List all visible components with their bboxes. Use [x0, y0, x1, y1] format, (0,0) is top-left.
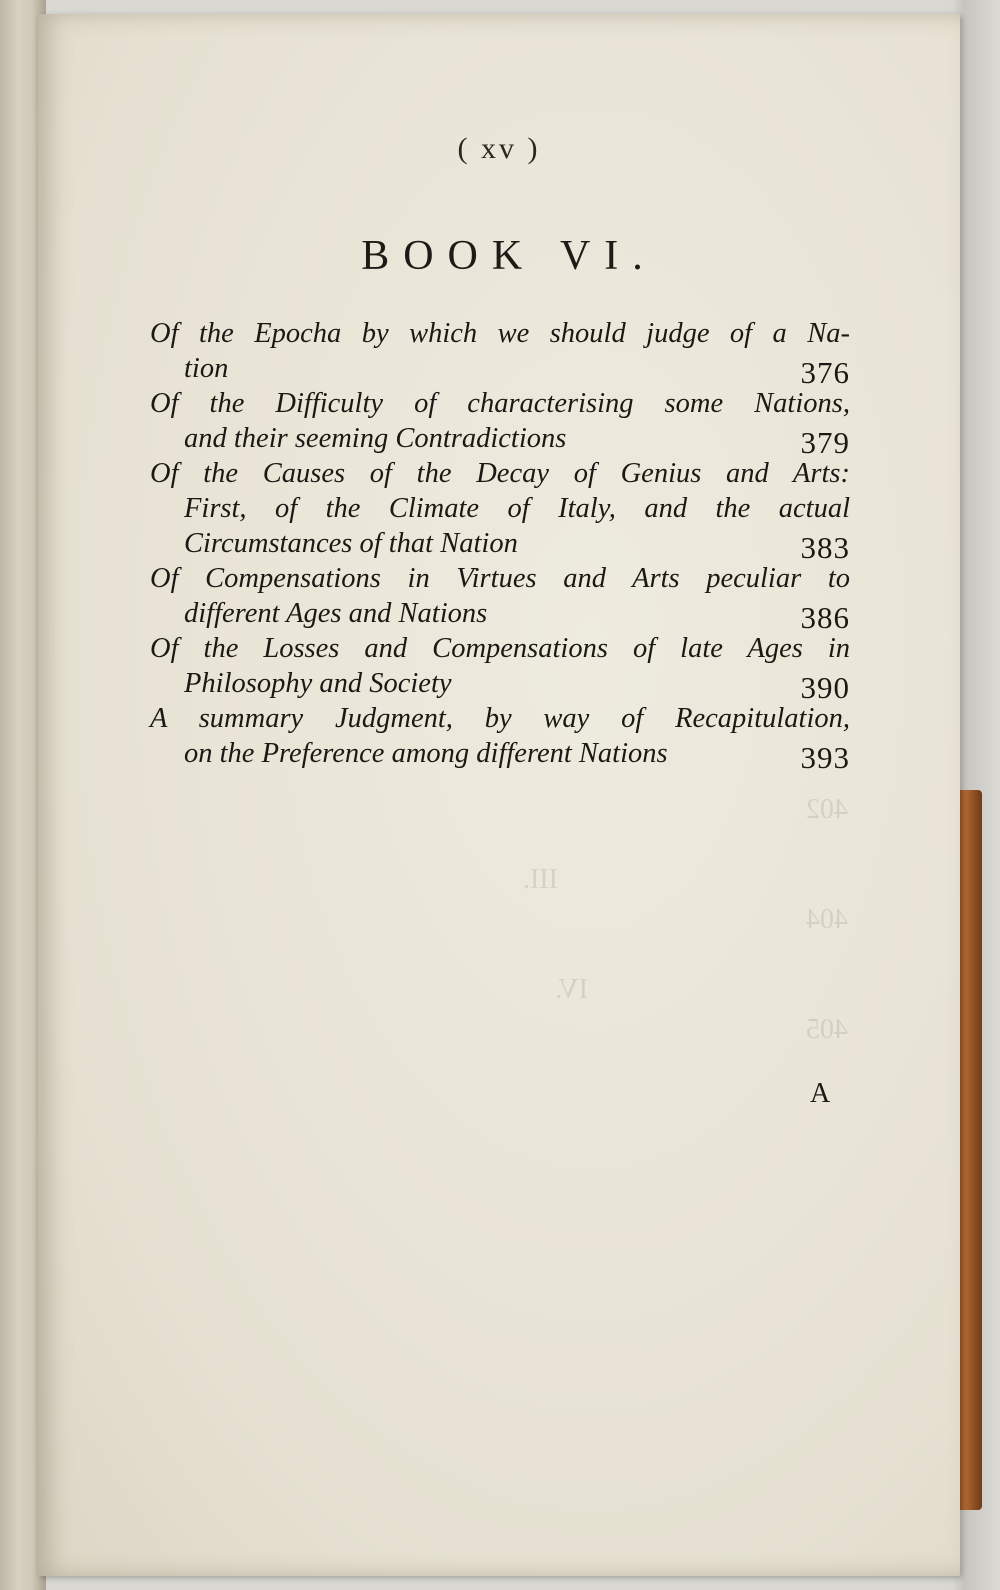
entry-page-number: 393: [800, 740, 850, 775]
entry-line: Philosophy and Society: [184, 668, 452, 699]
entry-line: Of Compensations in Virtues and Arts peculiar to: [150, 563, 850, 594]
entry-page-number: 379: [800, 425, 850, 460]
contents-entry: [150, 561, 850, 635]
contents-entry: [150, 316, 850, 390]
entry-line: Of the Losses and Compensations of late Ages in: [150, 633, 850, 664]
entry-line: Of the Epocha by which we should judge of a Na-: [150, 318, 850, 349]
entry-line: Of the Causes of the Decay of Genius and Arts:: [150, 458, 850, 489]
entry-line: First, of the Climate of Italy, and the actual: [184, 493, 850, 524]
entry-line: and their seeming Contradictions: [184, 423, 567, 454]
page-number-header: ( xv ): [457, 132, 541, 165]
entry-line: A summary Judgment, by way of Recapitulation,: [150, 703, 850, 734]
contents-entry: [150, 701, 850, 775]
contents-entry: [150, 456, 850, 565]
entry-line: Circumstances of that Nation: [184, 528, 518, 559]
entry-line: tion: [184, 353, 229, 384]
book-page: [38, 14, 960, 1576]
contents-entry: [150, 386, 850, 460]
catchword: A: [810, 1078, 831, 1109]
entry-line: different Ages and Nations: [184, 598, 488, 629]
show-through-text: 402 III. 404 IV. 405: [523, 794, 848, 1045]
entry-page-number: 376: [800, 355, 850, 390]
entry-page-number: 383: [800, 530, 850, 565]
entry-page-number: 386: [800, 600, 850, 635]
entry-line: Of the Difficulty of characterising some Nations,: [150, 388, 850, 419]
book-heading: BOOK VI.: [361, 233, 657, 279]
entry-page-number: 390: [800, 670, 850, 705]
contents-entry: [150, 631, 850, 705]
table-of-contents: [150, 316, 850, 775]
entry-line: on the Preference among different Nations: [184, 738, 668, 769]
